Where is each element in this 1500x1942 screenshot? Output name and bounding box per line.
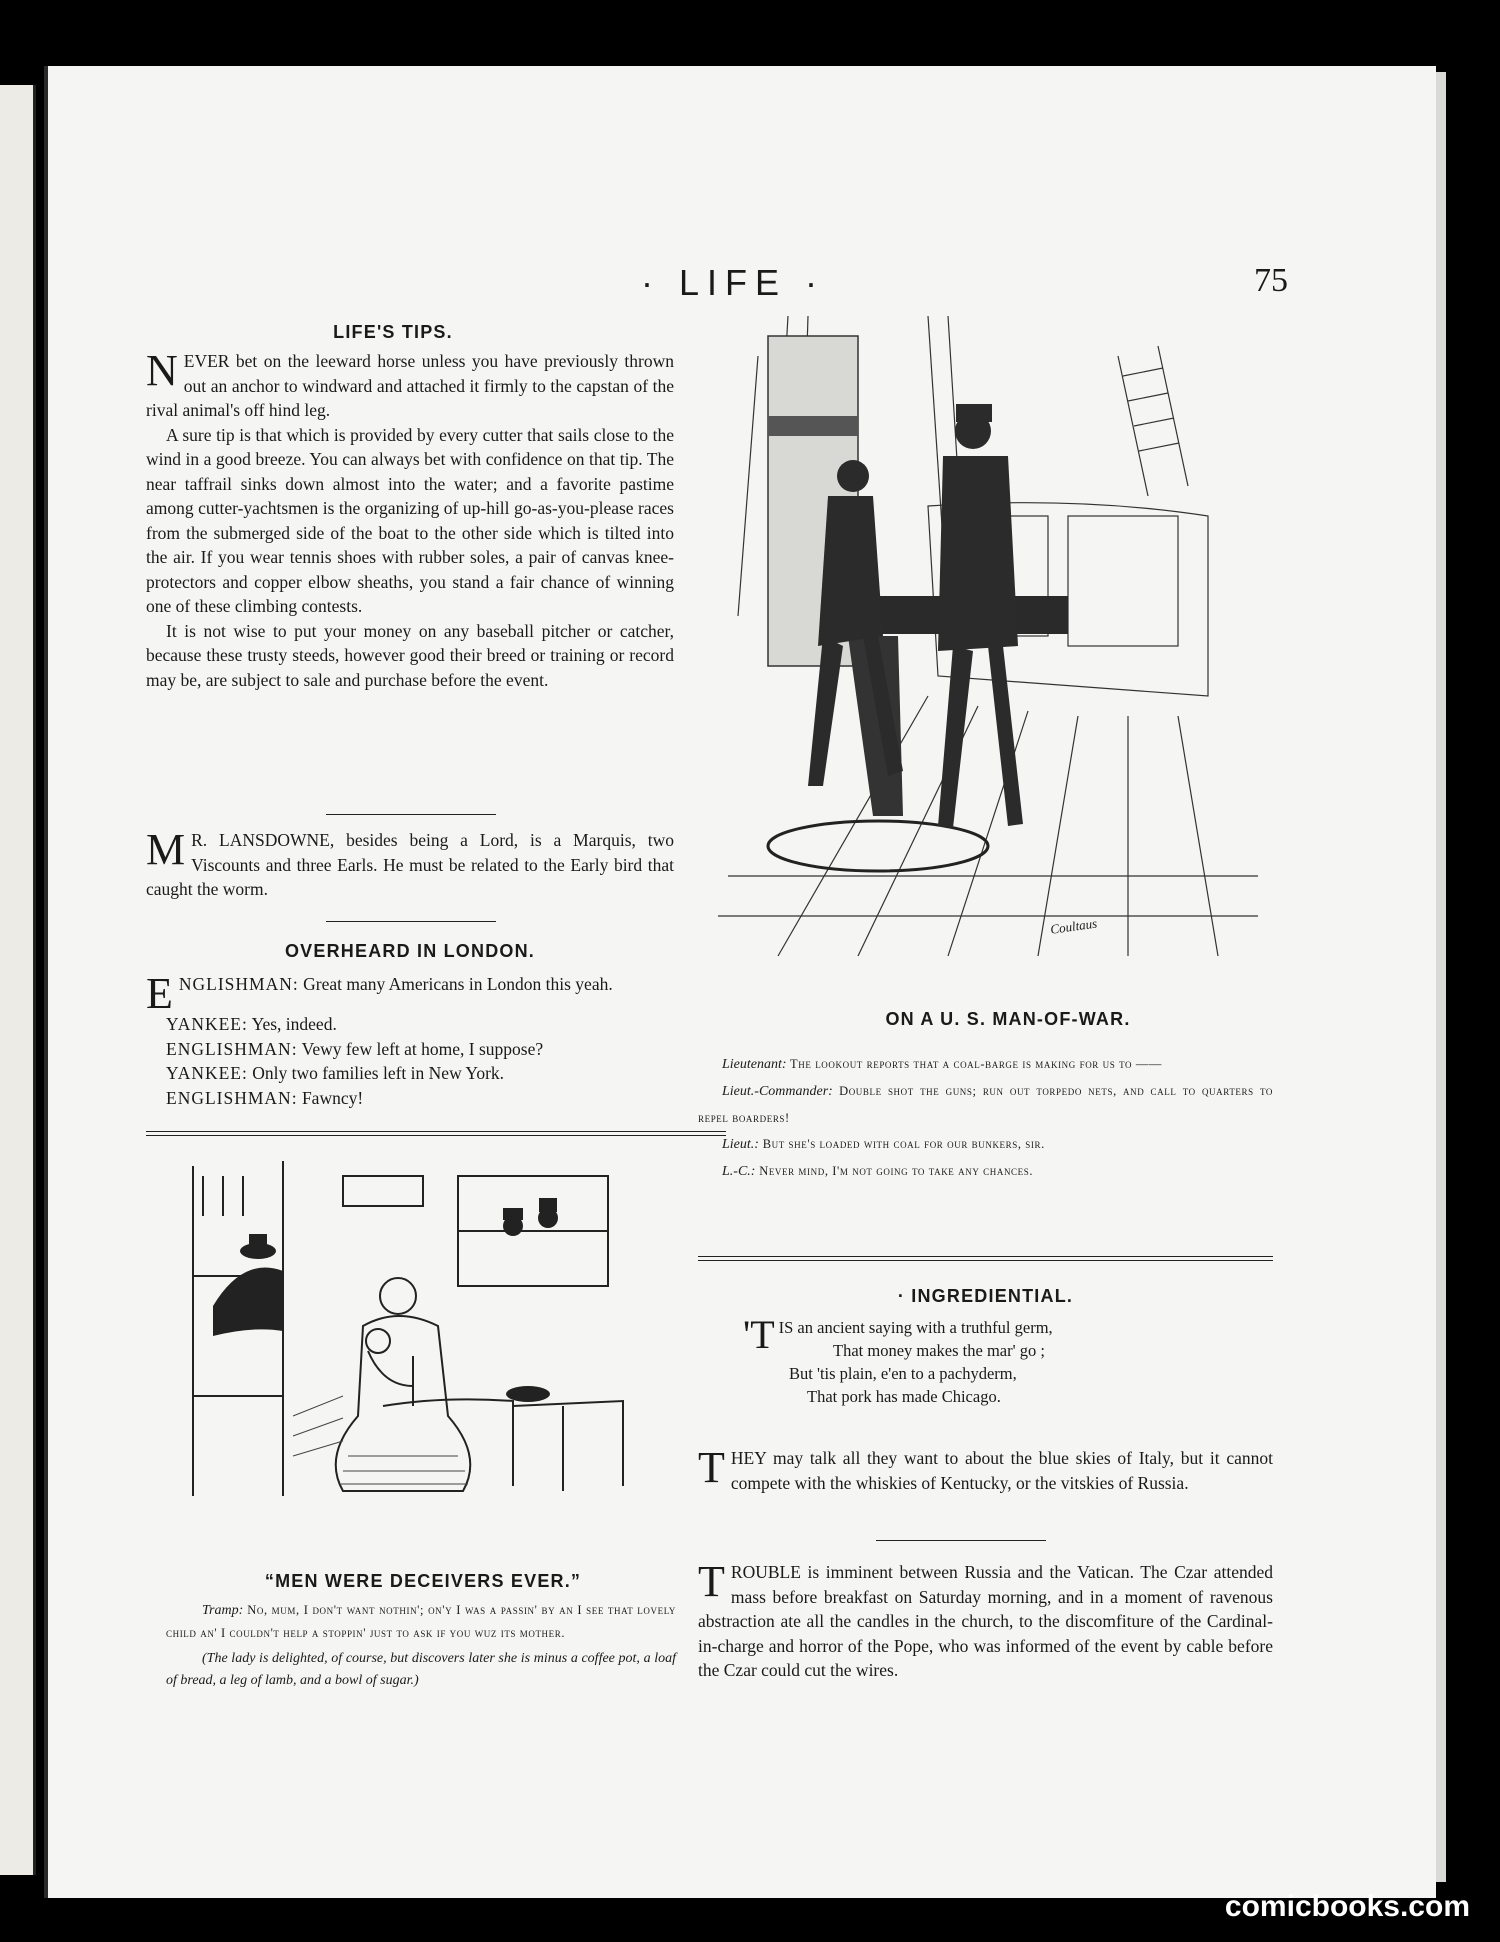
speaker: ENGLISHMAN: (166, 1038, 298, 1059)
lansdowne-text: R. LANSDOWNE, besides being a Lord, is a Marquis, two Viscounts and three Earls. He must be related to the Early bird that caught the worm. (146, 830, 674, 899)
lansdowne-item (146, 825, 674, 902)
speaker: Lieut.: (722, 1137, 759, 1152)
verse-line: IS an ancient saying with a truthful germ, (778, 1318, 1053, 1337)
verse-line: That pork has made Chicago. (807, 1387, 1001, 1406)
artist-signature: Coultaus (1049, 915, 1098, 937)
overheard-dialogue (146, 969, 674, 1110)
tips-title: LIFE'S TIPS. (333, 322, 453, 342)
dropcap: E (146, 969, 173, 1018)
trouble-text: ROUBLE is imminent between Russia and the Vatican. The Czar attended mass before breakfast on Saturday morning, and in a moment of ravenous abstraction ate all the candles in the church, to the discomfiture of the Cardinal-in-charge and horror of the Pope, who was informed of the event by cable before the Czar could cut the wires. (698, 1562, 1273, 1680)
dropcap: T (698, 1557, 725, 1606)
dropcap: M (146, 825, 186, 874)
dropcap: N (146, 346, 178, 395)
speaker: Tramp: (202, 1603, 244, 1618)
dropcap: T (698, 1443, 725, 1492)
tips-article (146, 346, 674, 692)
trouble-item (698, 1557, 1273, 1683)
divider (326, 921, 496, 922)
overheard-title: OVERHEARD IN LONDON. (284, 941, 535, 961)
tips-paragraph-2: A sure tip is that which is provided by every cutter that sails close to the wind in a good breeze. You can always bet with confidence on that tip. The near taffrail sinks down almost into the water; and a favorite pastime among cutter-yachtsmen is the organizing of up-hill go-as-you-please races from the submerged side of the boat to the other side which is tilted into the air. If you wear tennis shoes with rubber soles, a pair of canvas knee-protectors and copper elbow sheaths, you stand a fair chance of winning one of these climbing contests. (146, 424, 674, 616)
page-number: 75 (1254, 262, 1288, 299)
verse-line: That money makes the mar' go ; (833, 1341, 1045, 1360)
warship-title: ON A U. S. MAN-OF-WAR. (885, 1009, 1131, 1029)
tramp-cartoon-illustration (183, 1156, 683, 1516)
dropcap: 'T (743, 1312, 775, 1357)
speaker: ENGLISHMAN: (166, 1087, 298, 1108)
speaker: Lieut.-Commander: (722, 1084, 833, 1099)
speaker: Lieutenant: (722, 1057, 787, 1072)
masthead: · LIFE · (640, 262, 825, 303)
caption-note: (The lady is delighted, of course, but discovers later she is minus a coffee pot, a loaf of bread, a leg of lamb, and a bowl of sugar.) (166, 1651, 676, 1688)
italy-item (698, 1443, 1273, 1495)
site-watermark: comicbooks.com (1224, 1890, 1470, 1923)
speaker: L.-C.: (722, 1164, 756, 1179)
caption-text: No, mum, I don't want nothin'; on'y I was a passin' by an I see that lovely child an' I couldn't help a stoppin' just to ask if you wuz its mother. (166, 1603, 676, 1640)
deceivers-caption (166, 1599, 676, 1692)
previous-page-edge (0, 85, 36, 1875)
speaker: YANKEE: (166, 1063, 248, 1083)
italy-text: HEY may talk all they want to about the blue skies of Italy, but it cannot compete with the whiskies of Kentucky, or the vitskies of Russia. (730, 1448, 1273, 1493)
speaker: NGLISHMAN: (178, 974, 299, 994)
tips-paragraph-3: It is not wise to put your money on any baseball pitcher or catcher, because these trusty steeds, however good their breed or training or record may be, are subject to sale and purchase before the event. (146, 620, 674, 690)
dialogue-line: Only two families left in New York. (252, 1063, 505, 1083)
caption-text: Never mind, I'm not going to take any chances. (759, 1164, 1034, 1178)
verse-line: But 'tis plain, e'en to a pachyderm, (789, 1364, 1017, 1383)
dialogue-line: Vewy few left at home, I suppose? (301, 1038, 544, 1059)
caption-text: Double shot the guns; run out torpedo nets, and call to quarters to repel boarders! (698, 1084, 1273, 1125)
deceivers-title: “MEN WERE DECEIVERS EVER.” (264, 1571, 582, 1591)
page-right-edge (1436, 72, 1446, 1882)
section-double-rule (146, 1131, 726, 1136)
divider (876, 1540, 1046, 1541)
ingrediential-title: · INGREDIENTIAL. (897, 1286, 1074, 1306)
tips-paragraph-1: EVER bet on the leeward horse unless you have previously thrown out an anchor to windward and attached it firmly to the capstan of the rival animal's off hind leg. (146, 351, 674, 420)
dialogue-line: Yes, indeed. (251, 1014, 337, 1034)
speaker: YANKEE: (166, 1014, 248, 1034)
divider (326, 814, 496, 815)
caption-text: But she's loaded with coal for our bunkers, sir. (762, 1137, 1045, 1151)
dialogue-line: Fawncy! (301, 1087, 364, 1108)
dialogue-line: Great many Americans in London this yeah. (303, 974, 613, 994)
magazine-page (44, 66, 1436, 1898)
warship-caption (698, 1051, 1273, 1185)
warship-deck-illustration (698, 316, 1268, 966)
caption-text: The lookout reports that a coal-barge is making for us to —— (790, 1057, 1163, 1071)
section-double-rule (698, 1256, 1273, 1261)
ingrediential-verse (743, 1312, 1163, 1408)
